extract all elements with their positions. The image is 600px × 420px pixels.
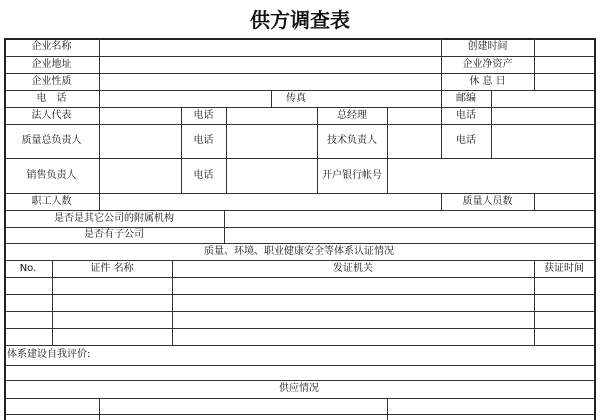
label-gm-tel: 电话 [456, 109, 476, 121]
field-phone[interactable] [99, 90, 271, 107]
page-title: 供方调查表 [250, 8, 350, 32]
cert-col-issuer: 发证机关 [333, 262, 373, 274]
field-sales-head-tel[interactable] [226, 158, 317, 193]
label-bank-account: 开户银行帐号 [322, 169, 382, 181]
field-company-name[interactable] [99, 38, 441, 56]
field-legal-rep-tel[interactable] [226, 107, 317, 124]
supplier-survey-form [4, 38, 596, 420]
label-legal-rep: 法人代表 [31, 109, 72, 121]
label-sales-head-tel: 电话 [193, 169, 214, 181]
label-company-address: 企业地址 [31, 58, 72, 70]
field-founded-time[interactable] [534, 38, 594, 56]
cert-table-row[interactable] [4, 294, 594, 311]
label-company-nature: 企业性质 [31, 75, 72, 87]
field-general-manager[interactable] [387, 107, 441, 124]
label-net-assets: 企业净资产 [462, 58, 513, 70]
label-fax: 传真 [286, 92, 306, 104]
field-net-assets[interactable] [534, 56, 594, 73]
label-rest-day: 休 息 日 [469, 75, 506, 87]
cert-table-row[interactable] [4, 328, 594, 345]
cert-col-time: 获证时间 [544, 262, 584, 274]
field-company-nature[interactable] [99, 73, 441, 90]
label-company-name: 企业名称 [31, 41, 72, 52]
label-tech-head-tel: 电话 [456, 135, 476, 146]
field-legal-rep[interactable] [99, 107, 181, 124]
field-sales-head[interactable] [99, 158, 181, 193]
field-quality-head[interactable] [99, 124, 181, 158]
supply-cell[interactable] [387, 398, 594, 414]
label-quality-staff-count: 质量人员数 [462, 195, 513, 207]
label-self-eval: 体系建设自我评价: [7, 349, 91, 360]
label-founded-time: 创建时间 [467, 41, 508, 52]
label-tech-head: 技术负责人 [327, 135, 377, 146]
cert-table-row[interactable] [4, 277, 594, 294]
label-sales-head: 销售负责人 [26, 169, 77, 181]
label-legal-rep-tel: 电话 [193, 109, 214, 121]
supply-section-header: 供应情况 [279, 383, 319, 394]
field-bank-account[interactable] [387, 158, 594, 193]
grid-line [4, 414, 596, 415]
label-is-affiliate: 是否是其它公司的附属机构 [54, 212, 174, 224]
field-fax[interactable] [321, 90, 441, 107]
label-phone: 电 话 [36, 92, 67, 104]
supply-cell[interactable] [99, 398, 387, 414]
label-has-subsidiary: 是否有子公司 [84, 229, 144, 240]
field-postcode[interactable] [491, 90, 594, 107]
field-company-address[interactable] [99, 56, 441, 73]
supply-cell[interactable] [4, 398, 99, 414]
field-self-eval[interactable] [4, 365, 594, 380]
field-staff-count[interactable] [99, 193, 441, 210]
field-is-affiliate[interactable] [224, 210, 594, 227]
cert-col-name: 证件 名称 [90, 262, 134, 274]
field-has-subsidiary[interactable] [224, 227, 594, 243]
field-quality-staff-count[interactable] [534, 193, 594, 210]
cert-col-no: No. [19, 262, 37, 274]
cert-section-header: 质量、环境、职业健康安全等体系认证情况 [204, 245, 394, 257]
grid-line [594, 38, 596, 420]
label-postcode: 邮编 [456, 92, 476, 104]
cert-table-row[interactable] [4, 311, 594, 328]
field-quality-head-tel[interactable] [226, 124, 317, 158]
label-quality-head-tel: 电话 [193, 135, 214, 146]
label-general-manager: 总经理 [337, 109, 367, 121]
field-tech-head[interactable] [387, 124, 441, 158]
field-gm-tel[interactable] [491, 107, 594, 124]
label-staff-count: 职工人数 [31, 195, 72, 207]
field-rest-day[interactable] [534, 73, 594, 90]
field-tech-head-tel[interactable] [491, 124, 594, 158]
label-quality-head: 质量总负责人 [21, 135, 82, 146]
